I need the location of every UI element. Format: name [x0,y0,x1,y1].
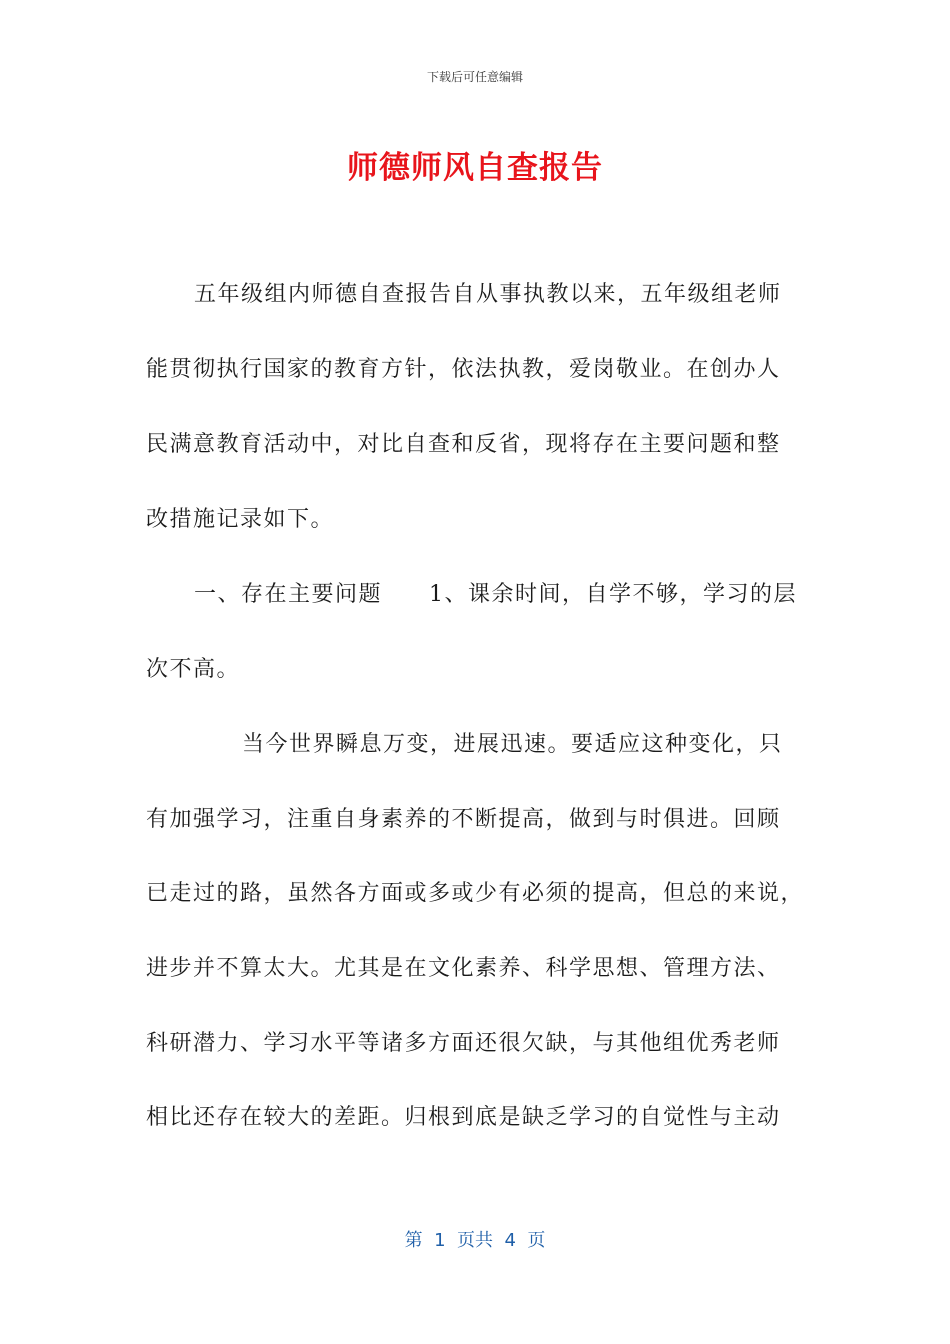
body-line: 进步并不算太大。尤其是在文化素养、科学思想、管理方法、 [146,956,781,981]
body-line: 能贯彻执行国家的教育方针，依法执教，爱岗敬业。在创办人 [146,357,781,382]
body-line: 科研潜力、学习水平等诸多方面还很欠缺，与其他组优秀老师 [146,1031,781,1056]
body-line: 当今世界瞬息万变，进展迅速。要适应这种变化，只 [242,732,783,757]
document-title: 师德师风自查报告 [347,150,603,186]
page-footer: 第 1 页共 4 页 [404,1230,546,1251]
header-note: 下载后可任意编辑 [426,70,523,84]
body-line: 五年级组内师德自查报告自从事执教以来，五年级组老师 [194,282,782,307]
body-line: 民满意教育活动中，对比自查和反省，现将存在主要问题和整 [146,432,781,457]
body-line: 相比还存在较大的差距。归根到底是缺乏学习的自觉性与主动 [146,1105,781,1130]
body-line: 改措施记录如下。 [146,507,335,532]
body-line: 有加强学习，注重自身素养的不断提高，做到与时俱进。回顾 [146,807,781,832]
body-line: 次不高。 [146,657,241,682]
body-line: 已走过的路，虽然各方面或多或少有必须的提高，但总的来说， [146,881,805,906]
body-line: 一、存在主要问题 1、课余时间，自学不够，学习的层 [194,582,797,607]
